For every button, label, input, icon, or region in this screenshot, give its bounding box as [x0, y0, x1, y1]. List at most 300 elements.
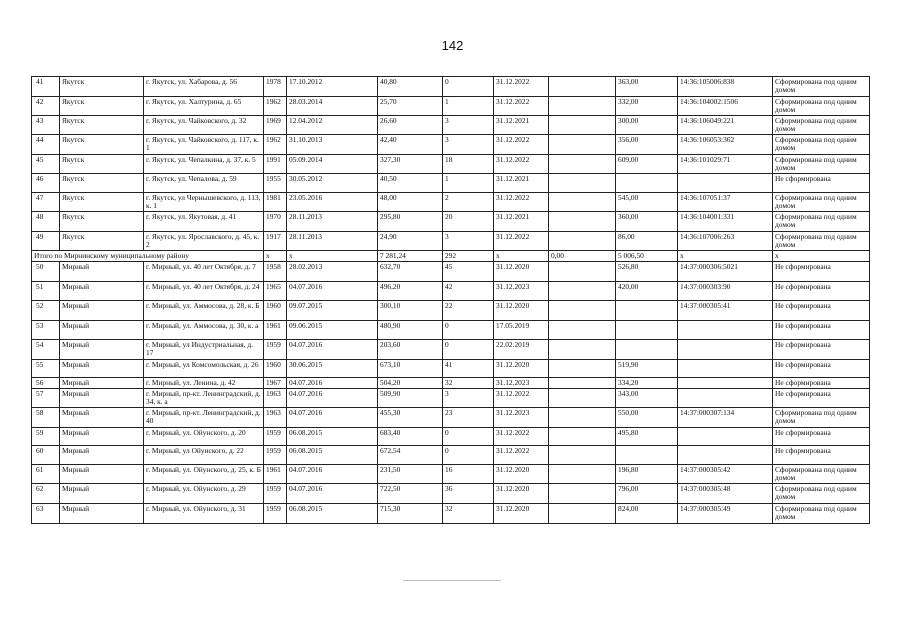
cell-settlement: Якутск: [60, 77, 144, 97]
housing-register-table: [31, 76, 870, 524]
cell-cost: [549, 504, 616, 524]
cell-resettlement-deadline: 31.12.2021: [494, 212, 549, 232]
cell-row-number: 44: [32, 135, 60, 155]
cell-settlement: Мирный: [60, 340, 144, 360]
cell-residents: 42: [443, 282, 494, 301]
table-row: [32, 174, 870, 193]
cell-resettlement-deadline: 31.12.2022: [494, 77, 549, 97]
cell-cost: [549, 97, 616, 116]
cell-cadastral-number: [678, 174, 773, 193]
cell-residents: 0: [443, 446, 494, 465]
total-cell: x: [773, 251, 870, 262]
cell-row-number: 47: [32, 193, 60, 212]
table-row: [32, 408, 870, 428]
cell-address: г. Мирный, ул. Ойунского, д. 25, к. Б: [144, 465, 264, 484]
cell-area: 672,54: [378, 446, 443, 465]
cell-cost: [549, 116, 616, 135]
cell-address: г. Мирный, ул Комсомольская, д. 26: [144, 360, 264, 378]
cell-settlement: Якутск: [60, 212, 144, 232]
cell-residents: 3: [443, 389, 494, 408]
cell-residents: 0: [443, 321, 494, 340]
cell-residents: 45: [443, 262, 494, 282]
cell-row-number: 41: [32, 77, 60, 97]
table-row: [32, 97, 870, 116]
cell-cadastral-number: 14:37:000305:48: [678, 484, 773, 504]
table-row: [32, 360, 870, 378]
cell-area: 26,60: [378, 116, 443, 135]
table-row: [32, 77, 870, 97]
cell-row-number: 56: [32, 378, 60, 389]
cell-resettlement-deadline: 31.12.2020: [494, 504, 549, 524]
cell-land-area: 332,00: [616, 97, 678, 116]
cell-address: г. Якутск, ул. Якутовая, д. 41: [144, 212, 264, 232]
cell-address: г. Мирный, ул. Аммосова, д. 30, к. а: [144, 321, 264, 340]
cell-settlement: Мирный: [60, 408, 144, 428]
cell-row-number: 45: [32, 155, 60, 174]
cell-resettlement-deadline: 31.12.2021: [494, 174, 549, 193]
cell-row-number: 60: [32, 446, 60, 465]
cell-build-year: 1917: [264, 232, 287, 251]
cell-row-number: 53: [32, 321, 60, 340]
cell-residents: 41: [443, 360, 494, 378]
cell-area: 683,40: [378, 428, 443, 446]
cell-row-number: 52: [32, 301, 60, 321]
cell-land-area: [616, 340, 678, 360]
cell-resettlement-deadline: 31.12.2020: [494, 465, 549, 484]
cell-recognition-date: 28.11.2013: [287, 232, 378, 251]
cell-cost: [549, 408, 616, 428]
cell-resettlement-deadline: 31.12.2022: [494, 193, 549, 212]
table-row: [32, 389, 870, 408]
footer-divider: [403, 580, 501, 581]
cell-land-status: Сформирована под одним домом: [773, 504, 870, 524]
total-cell: x: [678, 251, 773, 262]
cell-cadastral-number: 14:37:000305:42: [678, 465, 773, 484]
cell-row-number: 63: [32, 504, 60, 524]
cell-land-area: 360,00: [616, 212, 678, 232]
cell-cadastral-number: [678, 321, 773, 340]
table-row: [32, 340, 870, 360]
cell-address: г. Якутск, ул. Халтурина, д. 65: [144, 97, 264, 116]
cell-land-area: 519,90: [616, 360, 678, 378]
cell-land-area: [616, 301, 678, 321]
total-label: Итого по Мирнинскому муниципальному району: [32, 251, 264, 262]
cell-build-year: 1959: [264, 484, 287, 504]
cell-settlement: Якутск: [60, 97, 144, 116]
cell-recognition-date: 04.07.2016: [287, 340, 378, 360]
cell-area: 504,20: [378, 378, 443, 389]
table-row: [32, 378, 870, 389]
cell-build-year: 1955: [264, 174, 287, 193]
cell-settlement: Якутск: [60, 193, 144, 212]
cell-residents: 1: [443, 174, 494, 193]
cell-land-area: [616, 174, 678, 193]
table-row: [32, 155, 870, 174]
cell-settlement: Мирный: [60, 378, 144, 389]
cell-cadastral-number: 14:36:106049:221: [678, 116, 773, 135]
cell-settlement: Мирный: [60, 321, 144, 340]
cell-land-area: 363,00: [616, 77, 678, 97]
cell-build-year: 1963: [264, 389, 287, 408]
cell-cadastral-number: [678, 389, 773, 408]
cell-cost: [549, 340, 616, 360]
cell-land-area: 420,00: [616, 282, 678, 301]
table-row: [32, 504, 870, 524]
cell-land-status: Сформирована под одним домом: [773, 77, 870, 97]
cell-cost: [549, 135, 616, 155]
cell-address: г. Мирный, ул. 40 лет Октября, д. 7: [144, 262, 264, 282]
cell-cost: [549, 484, 616, 504]
table-row: [32, 301, 870, 321]
cell-address: г. Якутск, ул. Чепалова, д. 59: [144, 174, 264, 193]
cell-resettlement-deadline: 31.12.2022: [494, 389, 549, 408]
cell-residents: 36: [443, 484, 494, 504]
cell-cost: [549, 282, 616, 301]
cell-build-year: 1960: [264, 360, 287, 378]
cell-cost: [549, 446, 616, 465]
cell-row-number: 61: [32, 465, 60, 484]
cell-build-year: 1962: [264, 97, 287, 116]
cell-build-year: 1969: [264, 116, 287, 135]
cell-land-area: 86,00: [616, 232, 678, 251]
cell-cadastral-number: 14:37:000305:41: [678, 301, 773, 321]
cell-area: 300,10: [378, 301, 443, 321]
cell-address: г. Мирный, пр-кт. Ленинградский, д. 40: [144, 408, 264, 428]
cell-address: г. Мирный, ул. Аммосова, д. 28, к. Б: [144, 301, 264, 321]
cell-build-year: 1958: [264, 262, 287, 282]
cell-land-status: Сформирована под одним домом: [773, 484, 870, 504]
cell-cadastral-number: 14:36:107006:263: [678, 232, 773, 251]
cell-cadastral-number: [678, 360, 773, 378]
cell-residents: 20: [443, 212, 494, 232]
cell-cadastral-number: [678, 446, 773, 465]
cell-resettlement-deadline: 31.12.2022: [494, 428, 549, 446]
cell-residents: 32: [443, 378, 494, 389]
cell-land-area: 526,80: [616, 262, 678, 282]
cell-build-year: 1960: [264, 301, 287, 321]
cell-recognition-date: 09.06.2015: [287, 321, 378, 340]
cell-land-status: Не сформирована: [773, 301, 870, 321]
cell-land-area: [616, 446, 678, 465]
cell-land-area: 545,00: [616, 193, 678, 212]
table-body: [32, 77, 870, 524]
cell-cadastral-number: 14:36:106053:362: [678, 135, 773, 155]
cell-settlement: Якутск: [60, 232, 144, 251]
cell-land-status: Не сформирована: [773, 360, 870, 378]
table-row: [32, 321, 870, 340]
table-row: [32, 135, 870, 155]
cell-residents: 0: [443, 77, 494, 97]
cell-recognition-date: 05.09.2014: [287, 155, 378, 174]
cell-settlement: Мирный: [60, 465, 144, 484]
cell-build-year: 1970: [264, 212, 287, 232]
total-row: [32, 251, 870, 262]
cell-row-number: 42: [32, 97, 60, 116]
cell-land-status: Не сформирована: [773, 262, 870, 282]
cell-resettlement-deadline: 31.12.2020: [494, 301, 549, 321]
cell-resettlement-deadline: 31.12.2022: [494, 446, 549, 465]
cell-land-area: 495,80: [616, 428, 678, 446]
cell-cost: [549, 321, 616, 340]
cell-area: 42,40: [378, 135, 443, 155]
cell-land-area: 796,00: [616, 484, 678, 504]
cell-cadastral-number: [678, 428, 773, 446]
cell-area: 25,70: [378, 97, 443, 116]
cell-area: 632,70: [378, 262, 443, 282]
cell-area: 715,30: [378, 504, 443, 524]
cell-row-number: 55: [32, 360, 60, 378]
cell-recognition-date: 04.07.2016: [287, 389, 378, 408]
cell-cadastral-number: 14:36:105006:838: [678, 77, 773, 97]
cell-area: 40,80: [378, 77, 443, 97]
cell-address: г. Якутск, ул. Чепалкина, д. 37, к. 5: [144, 155, 264, 174]
cell-recognition-date: 04.07.2016: [287, 484, 378, 504]
cell-settlement: Мирный: [60, 389, 144, 408]
cell-resettlement-deadline: 31.12.2021: [494, 116, 549, 135]
table-row: [32, 262, 870, 282]
cell-cost: [549, 465, 616, 484]
cell-address: г. Мирный, пр-кт. Ленинградский, д. 34, к. а: [144, 389, 264, 408]
cell-settlement: Якутск: [60, 135, 144, 155]
page-number: 142: [441, 38, 464, 53]
cell-cost: [549, 193, 616, 212]
table-row: [32, 232, 870, 251]
cell-cost: [549, 389, 616, 408]
cell-residents: 32: [443, 504, 494, 524]
cell-settlement: Мирный: [60, 446, 144, 465]
cell-area: 40,50: [378, 174, 443, 193]
cell-cadastral-number: [678, 340, 773, 360]
cell-residents: 16: [443, 465, 494, 484]
cell-cost: [549, 77, 616, 97]
cell-recognition-date: 12.04.2012: [287, 116, 378, 135]
cell-land-status: Не сформирована: [773, 340, 870, 360]
cell-land-status: Сформирована под одним домом: [773, 193, 870, 212]
cell-resettlement-deadline: 22.02.2019: [494, 340, 549, 360]
cell-cadastral-number: 14:36:101029:71: [678, 155, 773, 174]
cell-cadastral-number: 14:36:107051:37: [678, 193, 773, 212]
cell-recognition-date: 17.10.2012: [287, 77, 378, 97]
cell-land-area: 196,80: [616, 465, 678, 484]
total-cell: x: [494, 251, 549, 262]
total-cell: 5 006,50: [616, 251, 678, 262]
cell-address: г. Мирный, ул. Ойунского, д. 29: [144, 484, 264, 504]
cell-row-number: 58: [32, 408, 60, 428]
cell-resettlement-deadline: 31.12.2023: [494, 408, 549, 428]
cell-resettlement-deadline: 31.12.2023: [494, 378, 549, 389]
cell-residents: 3: [443, 116, 494, 135]
cell-row-number: 57: [32, 389, 60, 408]
cell-resettlement-deadline: 31.12.2020: [494, 484, 549, 504]
cell-cost: [549, 378, 616, 389]
cell-build-year: 1961: [264, 465, 287, 484]
cell-row-number: 51: [32, 282, 60, 301]
cell-row-number: 43: [32, 116, 60, 135]
cell-residents: 2: [443, 193, 494, 212]
cell-settlement: Мирный: [60, 484, 144, 504]
cell-area: 48,00: [378, 193, 443, 212]
cell-address: г. Якутск, ул. Чайковского, д. 117, к. 1: [144, 135, 264, 155]
cell-land-status: Сформирована под одним домом: [773, 212, 870, 232]
cell-cost: [549, 360, 616, 378]
cell-recognition-date: 23.05.2016: [287, 193, 378, 212]
cell-build-year: 1978: [264, 77, 287, 97]
cell-address: г. Мирный, ул Ойунского, д. 22: [144, 446, 264, 465]
cell-land-status: Сформирована под одним домом: [773, 97, 870, 116]
cell-cadastral-number: 14:36:104001:331: [678, 212, 773, 232]
table-row: [32, 428, 870, 446]
cell-recognition-date: 31.10.2013: [287, 135, 378, 155]
cell-area: 203,60: [378, 340, 443, 360]
table-row: [32, 193, 870, 212]
cell-row-number: 62: [32, 484, 60, 504]
cell-area: 496,20: [378, 282, 443, 301]
cell-resettlement-deadline: 31.12.2022: [494, 232, 549, 251]
cell-recognition-date: 30.06.2015: [287, 360, 378, 378]
cell-land-status: Не сформирована: [773, 282, 870, 301]
cell-row-number: 54: [32, 340, 60, 360]
cell-land-area: 300,00: [616, 116, 678, 135]
cell-cadastral-number: 14:37:000303:90: [678, 282, 773, 301]
cell-cost: [549, 262, 616, 282]
cell-address: г. Мирный, ул. 40 лет Октября, д. 24: [144, 282, 264, 301]
cell-build-year: 1965: [264, 282, 287, 301]
cell-recognition-date: 06.08.2015: [287, 428, 378, 446]
cell-land-area: 550,00: [616, 408, 678, 428]
cell-residents: 1: [443, 97, 494, 116]
cell-settlement: Мирный: [60, 262, 144, 282]
cell-cost: [549, 301, 616, 321]
cell-row-number: 59: [32, 428, 60, 446]
cell-recognition-date: 30.05.2012: [287, 174, 378, 193]
table-row: [32, 446, 870, 465]
cell-build-year: 1959: [264, 428, 287, 446]
cell-area: 295,80: [378, 212, 443, 232]
cell-residents: 3: [443, 135, 494, 155]
cell-build-year: 1961: [264, 321, 287, 340]
cell-recognition-date: 28.11.2013: [287, 212, 378, 232]
cell-recognition-date: 04.07.2016: [287, 378, 378, 389]
cell-resettlement-deadline: 31.12.2020: [494, 262, 549, 282]
cell-recognition-date: 04.07.2016: [287, 465, 378, 484]
cell-land-status: Сформирована под одним домом: [773, 232, 870, 251]
cell-land-area: 334,20: [616, 378, 678, 389]
cell-resettlement-deadline: 31.12.2023: [494, 282, 549, 301]
cell-build-year: 1962: [264, 135, 287, 155]
cell-area: 327,30: [378, 155, 443, 174]
total-cell: x: [264, 251, 287, 262]
cell-address: г. Мирный, ул. Ойунского, д. 20: [144, 428, 264, 446]
cell-resettlement-deadline: 31.12.2022: [494, 97, 549, 116]
cell-area: 455,30: [378, 408, 443, 428]
cell-area: 673,10: [378, 360, 443, 378]
cell-address: г. Мирный, ул Индустриальная, д. 17: [144, 340, 264, 360]
total-cell: 0,00: [549, 251, 616, 262]
cell-row-number: 46: [32, 174, 60, 193]
cell-area: 509,90: [378, 389, 443, 408]
total-cell: 7 281,24: [378, 251, 443, 262]
cell-cadastral-number: [678, 378, 773, 389]
cell-resettlement-deadline: 31.12.2020: [494, 360, 549, 378]
cell-row-number: 50: [32, 262, 60, 282]
cell-recognition-date: 28.03.2014: [287, 97, 378, 116]
table-row: [32, 282, 870, 301]
table-row: [32, 484, 870, 504]
cell-cadastral-number: 14:37:000307:134: [678, 408, 773, 428]
cell-area: 480,90: [378, 321, 443, 340]
cell-cost: [549, 212, 616, 232]
cell-recognition-date: 04.07.2016: [287, 282, 378, 301]
cell-settlement: Якутск: [60, 174, 144, 193]
table-row: [32, 116, 870, 135]
cell-recognition-date: 06.08.2015: [287, 446, 378, 465]
cell-land-area: [616, 321, 678, 340]
cell-land-status: Не сформирована: [773, 174, 870, 193]
cell-land-area: 824,00: [616, 504, 678, 524]
cell-cadastral-number: 14:36:104002:1506: [678, 97, 773, 116]
cell-resettlement-deadline: 17.05.2019: [494, 321, 549, 340]
cell-row-number: 49: [32, 232, 60, 251]
cell-cost: [549, 174, 616, 193]
cell-build-year: 1959: [264, 340, 287, 360]
cell-recognition-date: 06.08.2015: [287, 504, 378, 524]
cell-land-status: Сформирована под одним домом: [773, 135, 870, 155]
cell-recognition-date: 09.07.2015: [287, 301, 378, 321]
cell-cost: [549, 428, 616, 446]
cell-address: г. Якутск, ул. Ярославского, д. 45, к. 2: [144, 232, 264, 251]
cell-land-status: Не сформирована: [773, 321, 870, 340]
cell-land-status: Не сформирована: [773, 446, 870, 465]
cell-address: г. Якутск, ул Чернышевского, д. 113, к. 1: [144, 193, 264, 212]
cell-cost: [549, 155, 616, 174]
cell-settlement: Мирный: [60, 504, 144, 524]
total-cell: 292: [443, 251, 494, 262]
cell-recognition-date: 04.07.2016: [287, 408, 378, 428]
cell-row-number: 48: [32, 212, 60, 232]
cell-settlement: Якутск: [60, 155, 144, 174]
cell-residents: 0: [443, 428, 494, 446]
cell-residents: 0: [443, 340, 494, 360]
cell-build-year: 1981: [264, 193, 287, 212]
cell-land-status: Сформирована под одним домом: [773, 116, 870, 135]
cell-residents: 23: [443, 408, 494, 428]
cell-residents: 3: [443, 232, 494, 251]
cell-land-status: Сформирована под одним домом: [773, 155, 870, 174]
cell-build-year: 1967: [264, 378, 287, 389]
cell-build-year: 1959: [264, 446, 287, 465]
cell-land-status: Не сформирована: [773, 428, 870, 446]
cell-build-year: 1963: [264, 408, 287, 428]
cell-address: г. Якутск, ул. Хабарова, д. 56: [144, 77, 264, 97]
cell-build-year: 1991: [264, 155, 287, 174]
cell-land-status: Сформирована под одним домом: [773, 408, 870, 428]
cell-address: г. Якутск, ул. Чайковского, д. 32: [144, 116, 264, 135]
cell-settlement: Мирный: [60, 360, 144, 378]
cell-settlement: Мирный: [60, 282, 144, 301]
cell-resettlement-deadline: 31.12.2022: [494, 135, 549, 155]
cell-residents: 18: [443, 155, 494, 174]
cell-build-year: 1959: [264, 504, 287, 524]
cell-land-status: Не сформирована: [773, 389, 870, 408]
cell-land-area: 609,00: [616, 155, 678, 174]
cell-resettlement-deadline: 31.12.2022: [494, 155, 549, 174]
cell-address: г. Мирный, ул. Ойунского, д. 31: [144, 504, 264, 524]
cell-cadastral-number: 14:37:000305:49: [678, 504, 773, 524]
cell-area: 231,50: [378, 465, 443, 484]
cell-area: 722,50: [378, 484, 443, 504]
table-row: [32, 465, 870, 484]
table-row: [32, 212, 870, 232]
